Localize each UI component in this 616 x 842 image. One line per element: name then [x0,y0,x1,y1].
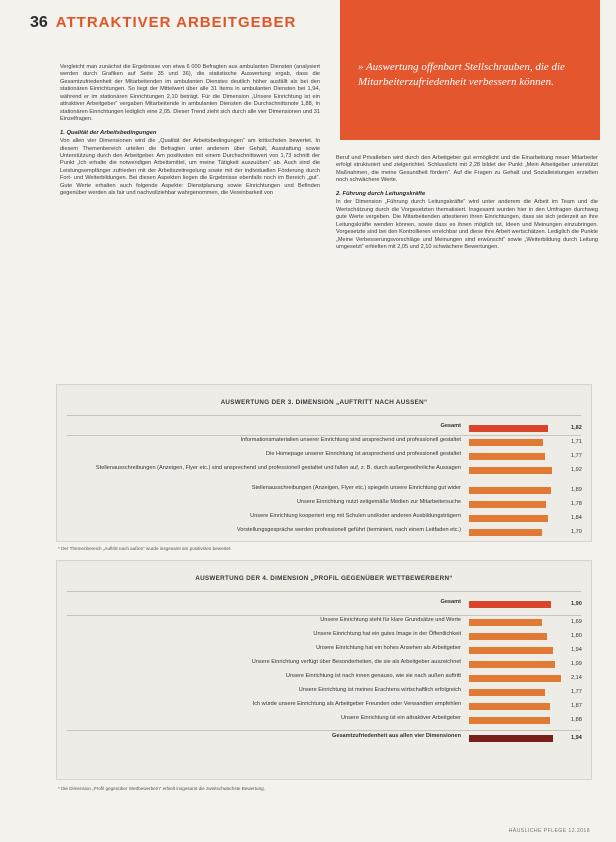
bar-value-label: 1,78 [571,501,582,507]
bar [469,467,552,474]
bar-label: Unsere Einrichtung steht für klare Grundsätze und Werte [320,617,461,623]
section-2-paragraph: In der Dimension „Führung durch Leitungskräfte“ wird unter anderem die Arbeit im Team und die Wertschätzung durch die Vorgesetzten thematisiert. Insgesamt wurden hier in den Umfragen durchweg gute Werte vergeben. Die Mitarbeitenden attestieren ihren Einrichtungen, dass sie sich jederzeit an ihre Leitungskräfte wenden können, sowie dass es ihnen möglich ist, Ideen und Meinungen einzubringen. Vorgesetzte sind bei den Kontrollieren erreichbar und diese ihre Arbeit wertschätzen. Lediglich die Punkte „Meine Verbesserungsvorschläge und Meinungen sind erwünscht“ sowie „Weiterbildung durch Leitung umgesetzt“ erhielten mit 2,05 und 2,10 schwächere Bewertungen. [336,199,598,250]
chart-row [57,437,591,449]
page-header [30,14,296,32]
chart-row [57,631,591,643]
right-text-column [336,155,598,257]
bar [469,529,542,536]
section-heading-1: 1. Qualität der Arbeitsbedingungen [60,129,157,136]
page-number: 36 [30,14,48,31]
chart-panel-dimension-3 [56,384,592,542]
chart-title: AUSWERTUNG DER 3. DIMENSION „AUFTRITT NACH AUSSEN“ [220,399,428,406]
chart-row [57,617,591,629]
bar [469,425,548,432]
bar-label: Unsere Einrichtung nutzt zeitgemäße Medien zur Mitarbeitersuche [296,499,461,505]
chart-row [57,659,591,671]
chart-title: AUSWERTUNG DER 4. DIMENSION „PROFIL GEGENÜBER WETTBEWERBERN“ [195,575,453,582]
bar-value-label: 1,89 [571,487,582,493]
continued-paragraph: Beruf und Privatleben wird durch den Arbeitgeber gut ermöglicht und die Einarbeitung neuer Mitarbeiter erfolgt strukturiert und zielgerichtet. Schlusslicht mit 2,28 bildet der Punkt „Mein Arbeitgeber unterstützt Maßnahmen, die meine Gesundheit fördern“. Auf die Fragen zu Gehalt und Sozialleistungen erzielten noch schwächere Werte. [336,155,598,184]
bar-value-label: 1,77 [571,453,582,459]
bar-value-label: 1,92 [571,467,582,473]
bar-value-label: 1,77 [571,689,582,695]
pull-quote-text: » Auswertung offenbart Stellschrauben, die die Mitarbeiterzufriedenheit verbessern können. [358,61,565,88]
chart-row [57,499,591,511]
bar-value-label: 1,88 [571,717,582,723]
chart-divider [67,730,581,731]
bar [469,661,555,668]
chart-row [57,451,591,463]
bar-value-label: 1,80 [571,633,582,639]
page-footer: HÄUSLICHE PFLEGE 12.2018 [508,828,590,834]
bar-label: Stellenausschreibungen (Anzeigen, Flyer etc.) spiegeln unsere Einrichtung gut wider [251,485,461,491]
chart-total-row [57,733,591,745]
pull-quote-box [340,0,600,140]
chart-divider [67,435,581,436]
bar-label: Vorstellungsgespräche werden professionell geführt (terminiert, nach einem Leitfaden etc.) [236,527,461,533]
chart-row [57,701,591,713]
section-heading-2: 2. Führung durch Leitungskräfte [336,190,426,197]
bar-value-label: 1,99 [571,661,582,667]
bar-label: Unsere Einrichtung hat ein gutes Image in der Öffentlichkeit [313,631,461,637]
bar [469,675,561,682]
bar-label: Ich würde unsere Einrichtung als Arbeitgeber Freunden oder Verwandten empfehlen [252,701,461,707]
section-1-paragraph: Von allen vier Dimensionen wird die „Qualität der Arbeitsbedingungen“ am kritischsten bewertet. In diesem Themenbereich urteilen die Befragten unter anderem über Gehalt, Ausstattung sowie Unterstützung durch den Arbeitgeber. Am positivsten mit einem Durchschnittswert von 1,73 schnitt der Punkt „Ich erhalte die notwendigen Arbeitsmittel, um meine Tätigkeit auszuüben“ ab. Auch sind die Leistungsempfänger zufrieden mit der Arbeitszeitregelung sowie mit der individuellen Förderung durch Fort- und Weiterbildungen. Bei diesen Aspekten liegen die Ergebnisse ebenfalls noch im Bereich „gut“. Gute Werte erhalten auch folgende Aspekte: Dienstplanung sowie Einrichtungen und Befinden gegenüber werden als fair und nachvollziehbar wahrgenommen, die Vereinbarkeit von [60,138,320,197]
bar-value-label: 1,90 [571,601,582,607]
bar-value-label: 1,82 [571,425,582,431]
bar-label: Unsere Einrichtung ist meines Erachtens wirtschaftlich erfolgreich [298,687,461,693]
chart-row [57,485,591,497]
bar [469,453,545,460]
chart-divider [67,415,581,416]
chart-panel-dimension-4 [56,560,592,780]
bar-label: Unsere Einrichtung hat ein hohes Ansehen als Arbeitgeber [316,645,461,651]
bar [469,619,542,626]
chart-row [57,645,591,657]
footnote-1: * Der Themenbereich „Auftritt nach außen“ wurde insgesamt am positivsten bewertet. [58,546,232,551]
bar-value-label: 1,94 [571,735,582,741]
bar [469,487,551,494]
chart-divider [67,591,581,592]
chart-row [57,465,591,477]
bar-label: Unsere Einrichtung verfügt über Besonderheiten, die sie als Arbeitgeber auszeichnet [251,659,461,665]
bar-value-label: 1,71 [571,439,582,445]
bar [469,439,543,446]
chart-row [57,715,591,727]
bar [469,501,546,508]
bar-value-label: 1,70 [571,529,582,535]
chart-row [57,687,591,699]
bar-label: Gesamtzufriedenheit aus allen vier Dimensionen [331,733,461,739]
bar [469,717,550,724]
bar-value-label: 1,84 [571,515,582,521]
bar-value-label: 2,14 [571,675,582,681]
chart-row [57,513,591,525]
chart-row [57,527,591,539]
bar [469,735,553,742]
bar-label: Gesamt [440,599,461,605]
bar-label: Die Homepage unserer Einrichtung ist ansprechend und professionell gestaltet [266,451,461,457]
bar-label: Informationsmaterialien unserer Einrichtung sind ansprechend und professionell gestaltet [240,437,461,443]
intro-paragraph: Vergleicht man zunächst die Ergebnisse von etwa 6 000 Befragten aus ambulanten Diensten (analysiert werden durch Grafiken auf Seite 35 und 36), die statistische Auswertung ergab, dass die Gesamtzufriedenheit der Mitarbeitenden im ambulanten Dienstes deutlich höher ausfällt als bei den stationären Einrichtungen. So liegt der Mittelwert über alle 31 Items in ambulanten Diensten bei 1,94, während er im stationären Einrichtungen 2,10 beträgt. Für die Dimension „Unsere Einrichtung ist ein attraktiver Arbeitgeber“ vergaben Mitarbeitende in ambulanten Diensten die Durchschnittsnote 1,88, in stationären Einrichtungen lediglich eine 2,05. Dieser Trend zieht sich durch alle vier Dimensionen und 31 Einzelfragen. [60,64,320,123]
bar-label: Unsere Einrichtung ist ein attraktiver Arbeitgeber [340,715,461,721]
bar [469,601,551,608]
chart-divider [67,615,581,616]
bar-value-label: 1,69 [571,619,582,625]
bar [469,633,547,640]
bar [469,647,553,654]
bar-label: Unsere Einrichtung ist nach innen genauso, wie sie nach außen auftritt [285,673,461,679]
bar-value-label: 1,94 [571,647,582,653]
bar [469,703,550,710]
bar-label: Gesamt [440,423,461,429]
bar [469,689,545,696]
bar [469,515,548,522]
bar-label: Unsere Einrichtung kooperiert eng mit Schulen und/oder anderen Ausbildungsträgern [250,513,461,519]
chart-total-row [57,423,591,435]
chart-total-row [57,599,591,611]
bar-label: Stellenausschreibungen (Anzeigen, Flyer etc.) sind ansprechend und professionell gestaltet und fallen auf, z. B. durch außergewöhnliche Aussagen [95,465,461,471]
page-title: ATTRAKTIVER ARBEITGEBER [55,14,297,31]
left-text-column [60,64,320,204]
chart-row [57,673,591,685]
bar-value-label: 1,87 [571,703,582,709]
footnote-2: * Die Dimension „Profil gegenüber Wettbewerbern“ erhielt insgesamt die zweitschwächste Bewertung. [58,786,265,791]
